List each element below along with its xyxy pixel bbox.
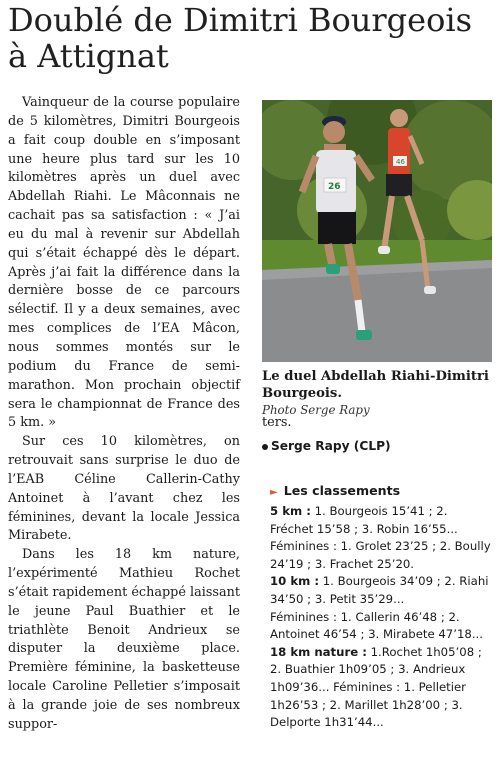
paragraph-2: Sur ces 10 kilomètres, on retrouvait sans surprise le duo de l’EAB Céline Callerin-Cathy Antoinet à l’avant chez les féminines, devant la locale Jessica Mirabete. [8,434,240,544]
result-entry [270,538,492,573]
result-text: 1. Bourgeois 34’09 ; 2. Riahi 34’50 ; 3. Petit 35’29... [270,574,489,606]
results-heading [270,483,492,501]
photo-caption: Le duel Abdellah Riahi-Dimitri Bourgeois. [262,369,489,401]
bullet-icon [262,444,268,450]
race-photo [262,100,492,362]
result-entry [270,573,492,608]
result-label: 18 km nature : [270,644,367,659]
paragraph-1: Vainqueur de la course populaire de 5 kilomètres, Dimitri Bourgeois a fait coup double en s’imposant une heure plus tard sur les 10 kilomètres après un duel avec Abdellah Riahi. Le Mâconnais ne cachait pas sa satisfaction : « J’ai eu du mal à revenir sur Abdellah qui s’était échappé dès le départ. Après j’ai fait la différence dans la dernière bosse de ce parcours sélectif. Il y a deux semaines, avec mes complices de l’EA Mâcon, nous sommes montés sur le podium du France de semi-marathon. Mon prochain objectif sera le championnat de France des 5 km. » [8,95,240,431]
bib-number-left: 26 [328,182,341,192]
photo-block [262,100,496,419]
result-entry [270,609,492,644]
result-label: 5 km : [270,504,311,518]
result-entry [270,644,492,732]
author-byline [262,438,496,454]
paragraph-3: Dans les 18 km nature, l’expérimenté Mathieu Rochet s’était rapidement échappé laissant le jeune Paul Buathier et le triathlète Benoit Andrieux se disputer la deuxième place. Première féminine, la basketteuse locale Caroline Pelletier s’imposait à la grande joie de ses nombreux suppor- [8,547,240,732]
results-title: Les classements [283,483,401,498]
result-text: 1.Rochet 1h05’08 ; 2. Buathier 1h09’05 ; 3. Andrieux 1h09’36... Féminines : 1. Pelletier 1h26’53 ; 2. Marillet 1h28’00 ; 3. Delporte 1h31’44... [270,644,482,730]
headline: Doublé de Dimitri Bourgeois à Attignat [8,1,473,75]
result-text: Féminines : 1. Grolet 23’25 ; 2. Boully 24’19 ; 3. Frachet 25’20. [270,539,491,571]
photo-credit: Photo Serge Rapy [262,403,370,417]
results-list [270,503,492,732]
bib-number-right: 46 [396,158,405,166]
article-body [8,94,240,735]
result-entry [270,503,492,538]
result-text: Féminines : 1. Callerin 46’48 ; 2. Antoinet 46’54 ; 3. Mirabete 47’18... [270,609,483,642]
runners-image [262,100,492,362]
result-text: 1. Bourgeois 15’41 ; 2. Fréchet 15’58 ; 3. Robin 16’55... [270,504,458,536]
text-continuation: ters. [262,415,292,430]
author-name: Serge Rapy (CLP) [271,439,391,453]
result-label: 10 km : [270,574,320,589]
triangle-right-icon: ► [270,487,278,498]
